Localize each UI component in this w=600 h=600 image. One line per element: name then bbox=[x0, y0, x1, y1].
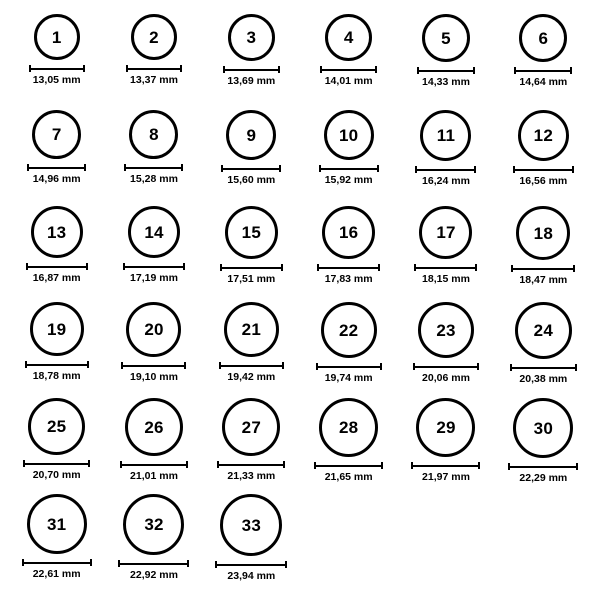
diameter-value: 17,19 mm bbox=[130, 272, 178, 284]
diameter-measure bbox=[513, 166, 574, 187]
diameter-measure bbox=[126, 65, 182, 86]
ring-size-cell bbox=[105, 398, 202, 494]
ring-circle bbox=[419, 206, 472, 259]
ring-size-cell bbox=[300, 14, 397, 110]
ring-size-cell bbox=[105, 206, 202, 302]
ring-size-label: 24 bbox=[533, 321, 553, 340]
diameter-measure bbox=[26, 263, 88, 284]
caliper-icon bbox=[411, 462, 480, 469]
ring-size-label: 4 bbox=[343, 28, 354, 47]
ring-size-cell bbox=[397, 302, 494, 398]
ring-circle bbox=[31, 206, 83, 258]
ring-size-cell bbox=[397, 206, 494, 302]
ring-circle bbox=[518, 110, 569, 161]
ring-circle bbox=[228, 14, 275, 61]
ring-circle bbox=[27, 494, 87, 554]
diameter-value: 18,15 mm bbox=[422, 273, 470, 285]
ring-size-cell bbox=[8, 302, 105, 398]
caliper-icon bbox=[22, 559, 92, 566]
caliper-icon bbox=[217, 461, 285, 468]
ring-circle bbox=[513, 398, 573, 458]
diameter-measure bbox=[508, 463, 578, 484]
diameter-measure bbox=[215, 561, 287, 582]
ring-size-cell bbox=[203, 110, 300, 206]
ring-size-cell bbox=[8, 494, 105, 590]
diameter-measure bbox=[124, 164, 183, 185]
ring-size-label: 18 bbox=[533, 223, 553, 243]
caliper-icon bbox=[320, 66, 377, 73]
ring-circle bbox=[30, 302, 84, 356]
ring-size-label: 6 bbox=[538, 28, 549, 48]
ring-circle bbox=[34, 14, 80, 60]
ring-circle bbox=[418, 302, 474, 358]
diameter-value: 19,10 mm bbox=[130, 371, 178, 383]
caliper-icon bbox=[514, 67, 572, 74]
ring-size-label: 14 bbox=[144, 222, 164, 242]
caliper-icon bbox=[26, 263, 88, 270]
ring-circle bbox=[416, 398, 475, 457]
ring-circle bbox=[28, 398, 85, 455]
caliper-icon bbox=[23, 460, 90, 467]
ring-size-label: 25 bbox=[47, 417, 67, 436]
diameter-measure bbox=[320, 66, 377, 87]
caliper-icon bbox=[316, 363, 382, 370]
diameter-value: 13,05 mm bbox=[32, 74, 81, 86]
caliper-icon bbox=[415, 166, 476, 173]
diameter-measure bbox=[510, 364, 577, 385]
diameter-measure bbox=[29, 65, 85, 86]
caliper-icon bbox=[511, 265, 575, 272]
diameter-value: 15,60 mm bbox=[227, 174, 276, 186]
diameter-value: 21,33 mm bbox=[227, 470, 276, 482]
diameter-value: 18,47 mm bbox=[519, 274, 568, 286]
diameter-measure bbox=[23, 460, 90, 481]
diameter-value: 17,51 mm bbox=[227, 273, 276, 285]
ring-size-grid bbox=[8, 14, 592, 590]
ring-size-label: 15 bbox=[241, 223, 261, 242]
caliper-icon bbox=[25, 361, 89, 368]
ring-circle bbox=[422, 14, 470, 62]
diameter-measure bbox=[217, 461, 285, 482]
diameter-value: 13,37 mm bbox=[130, 74, 178, 86]
caliper-icon bbox=[29, 65, 85, 72]
ring-size-label: 2 bbox=[149, 27, 159, 47]
ring-size-cell bbox=[8, 206, 105, 302]
diameter-value: 16,24 mm bbox=[422, 175, 470, 187]
ring-circle bbox=[225, 206, 278, 259]
diameter-measure bbox=[120, 461, 188, 482]
ring-size-cell bbox=[495, 14, 592, 110]
diameter-measure bbox=[417, 67, 475, 88]
ring-size-label: 19 bbox=[47, 319, 67, 339]
diameter-measure bbox=[514, 67, 572, 88]
diameter-value: 23,94 mm bbox=[227, 570, 276, 582]
ring-size-cell bbox=[203, 206, 300, 302]
diameter-value: 22,92 mm bbox=[130, 569, 178, 581]
caliper-icon bbox=[510, 364, 577, 371]
ring-circle bbox=[226, 110, 276, 160]
ring-size-label: 8 bbox=[149, 125, 159, 144]
ring-size-label: 11 bbox=[436, 126, 456, 145]
diameter-measure bbox=[413, 363, 479, 384]
ring-size-label: 1 bbox=[51, 27, 62, 47]
caliper-icon bbox=[223, 66, 280, 73]
ring-size-label: 9 bbox=[246, 125, 257, 145]
ring-size-cell bbox=[105, 494, 202, 590]
caliper-icon bbox=[27, 164, 86, 171]
caliper-icon bbox=[118, 560, 189, 567]
ring-size-label: 33 bbox=[241, 515, 261, 535]
ring-size-cell bbox=[105, 110, 202, 206]
ring-circle bbox=[322, 206, 375, 259]
ring-size-label: 21 bbox=[241, 320, 261, 339]
diameter-value: 15,28 mm bbox=[130, 173, 178, 185]
ring-circle bbox=[129, 110, 178, 159]
diameter-measure bbox=[123, 263, 185, 284]
ring-size-label: 12 bbox=[533, 126, 553, 145]
diameter-value: 21,01 mm bbox=[130, 470, 178, 482]
caliper-icon bbox=[414, 264, 477, 271]
caliper-icon bbox=[317, 264, 380, 271]
diameter-value: 14,64 mm bbox=[519, 76, 568, 88]
ring-circle bbox=[222, 398, 280, 456]
ring-size-cell bbox=[203, 494, 300, 590]
ring-size-label: 28 bbox=[339, 418, 359, 437]
ring-circle bbox=[126, 302, 181, 357]
ring-size-label: 7 bbox=[51, 125, 62, 144]
diameter-measure bbox=[121, 362, 186, 383]
ring-size-label: 13 bbox=[47, 222, 67, 242]
caliper-icon bbox=[120, 461, 188, 468]
ring-size-cell bbox=[300, 302, 397, 398]
ring-size-label: 26 bbox=[144, 417, 164, 437]
ring-circle bbox=[516, 206, 570, 260]
ring-size-label: 32 bbox=[144, 515, 164, 534]
diameter-measure bbox=[118, 560, 189, 581]
diameter-value: 22,29 mm bbox=[519, 472, 568, 484]
ring-size-label: 27 bbox=[241, 417, 261, 437]
ring-size-cell bbox=[203, 398, 300, 494]
diameter-value: 13,69 mm bbox=[227, 75, 276, 87]
ring-circle bbox=[324, 110, 374, 160]
caliper-icon bbox=[219, 362, 284, 369]
diameter-value: 21,65 mm bbox=[324, 471, 373, 483]
ring-size-cell bbox=[300, 110, 397, 206]
ring-circle bbox=[420, 110, 471, 161]
caliper-icon bbox=[508, 463, 578, 470]
diameter-measure bbox=[319, 165, 379, 186]
ring-size-label: 20 bbox=[144, 320, 164, 339]
ring-size-cell bbox=[8, 110, 105, 206]
diameter-measure bbox=[27, 164, 86, 185]
ring-circle bbox=[515, 302, 572, 359]
ring-size-cell bbox=[397, 398, 494, 494]
ring-size-cell bbox=[203, 14, 300, 110]
caliper-icon bbox=[220, 264, 283, 271]
diameter-measure bbox=[220, 264, 283, 285]
diameter-measure bbox=[411, 462, 480, 483]
ring-size-cell bbox=[8, 398, 105, 494]
ring-circle bbox=[128, 206, 180, 258]
diameter-value: 16,56 mm bbox=[519, 175, 568, 187]
ring-size-label: 23 bbox=[436, 320, 456, 340]
caliper-icon bbox=[513, 166, 574, 173]
diameter-value: 22,61 mm bbox=[32, 568, 81, 580]
caliper-icon bbox=[319, 165, 379, 172]
caliper-icon bbox=[126, 65, 182, 72]
diameter-value: 14,96 mm bbox=[32, 173, 81, 185]
ring-size-label: 31 bbox=[47, 514, 67, 534]
diameter-measure bbox=[317, 264, 380, 285]
ring-circle bbox=[519, 14, 567, 62]
ring-circle bbox=[131, 14, 177, 60]
diameter-measure bbox=[223, 66, 280, 87]
ring-size-label: 3 bbox=[246, 28, 257, 47]
diameter-measure bbox=[314, 462, 383, 483]
diameter-value: 15,92 mm bbox=[324, 174, 373, 186]
diameter-value: 17,83 mm bbox=[324, 273, 373, 285]
diameter-value: 19,42 mm bbox=[227, 371, 276, 383]
diameter-measure bbox=[25, 361, 89, 382]
diameter-measure bbox=[415, 166, 476, 187]
ring-size-label: 17 bbox=[436, 223, 456, 242]
diameter-value: 14,33 mm bbox=[422, 76, 470, 88]
diameter-value: 14,01 mm bbox=[324, 75, 373, 87]
ring-size-cell bbox=[8, 14, 105, 110]
caliper-icon bbox=[314, 462, 383, 469]
diameter-value: 21,97 mm bbox=[422, 471, 470, 483]
caliper-icon bbox=[121, 362, 186, 369]
ring-size-cell bbox=[495, 398, 592, 494]
diameter-measure bbox=[22, 559, 92, 580]
diameter-measure bbox=[414, 264, 477, 285]
ring-circle bbox=[32, 110, 81, 159]
ring-size-cell bbox=[495, 110, 592, 206]
caliper-icon bbox=[413, 363, 479, 370]
ring-size-cell bbox=[495, 302, 592, 398]
ring-circle bbox=[125, 398, 183, 456]
ring-size-cell bbox=[105, 302, 202, 398]
ring-size-label: 16 bbox=[339, 223, 359, 242]
ring-size-cell bbox=[203, 302, 300, 398]
caliper-icon bbox=[221, 165, 281, 172]
caliper-icon bbox=[124, 164, 183, 171]
ring-circle bbox=[224, 302, 279, 357]
diameter-value: 19,74 mm bbox=[324, 372, 373, 384]
ring-circle bbox=[123, 494, 184, 555]
ring-circle bbox=[319, 398, 378, 457]
ring-size-cell bbox=[105, 14, 202, 110]
caliper-icon bbox=[417, 67, 475, 74]
diameter-value: 16,87 mm bbox=[32, 272, 81, 284]
diameter-value: 20,70 mm bbox=[32, 469, 81, 481]
ring-size-label: 29 bbox=[436, 418, 456, 437]
diameter-value: 20,38 mm bbox=[519, 373, 568, 385]
ring-size-cell bbox=[397, 110, 494, 206]
ring-size-label: 5 bbox=[441, 28, 451, 48]
diameter-measure bbox=[221, 165, 281, 186]
ring-size-cell bbox=[495, 206, 592, 302]
ring-size-cell bbox=[300, 206, 397, 302]
caliper-icon bbox=[123, 263, 185, 270]
ring-size-cell bbox=[300, 398, 397, 494]
ring-circle bbox=[220, 494, 282, 556]
diameter-measure bbox=[219, 362, 284, 383]
ring-circle bbox=[321, 302, 377, 358]
ring-size-label: 10 bbox=[339, 125, 359, 145]
ring-size-label: 30 bbox=[533, 418, 553, 438]
ring-size-label: 22 bbox=[339, 320, 359, 340]
diameter-value: 20,06 mm bbox=[422, 372, 470, 384]
diameter-value: 18,78 mm bbox=[32, 370, 81, 382]
ring-circle bbox=[325, 14, 372, 61]
diameter-measure bbox=[316, 363, 382, 384]
ring-size-cell bbox=[397, 14, 494, 110]
caliper-icon bbox=[215, 561, 287, 568]
diameter-measure bbox=[511, 265, 575, 286]
